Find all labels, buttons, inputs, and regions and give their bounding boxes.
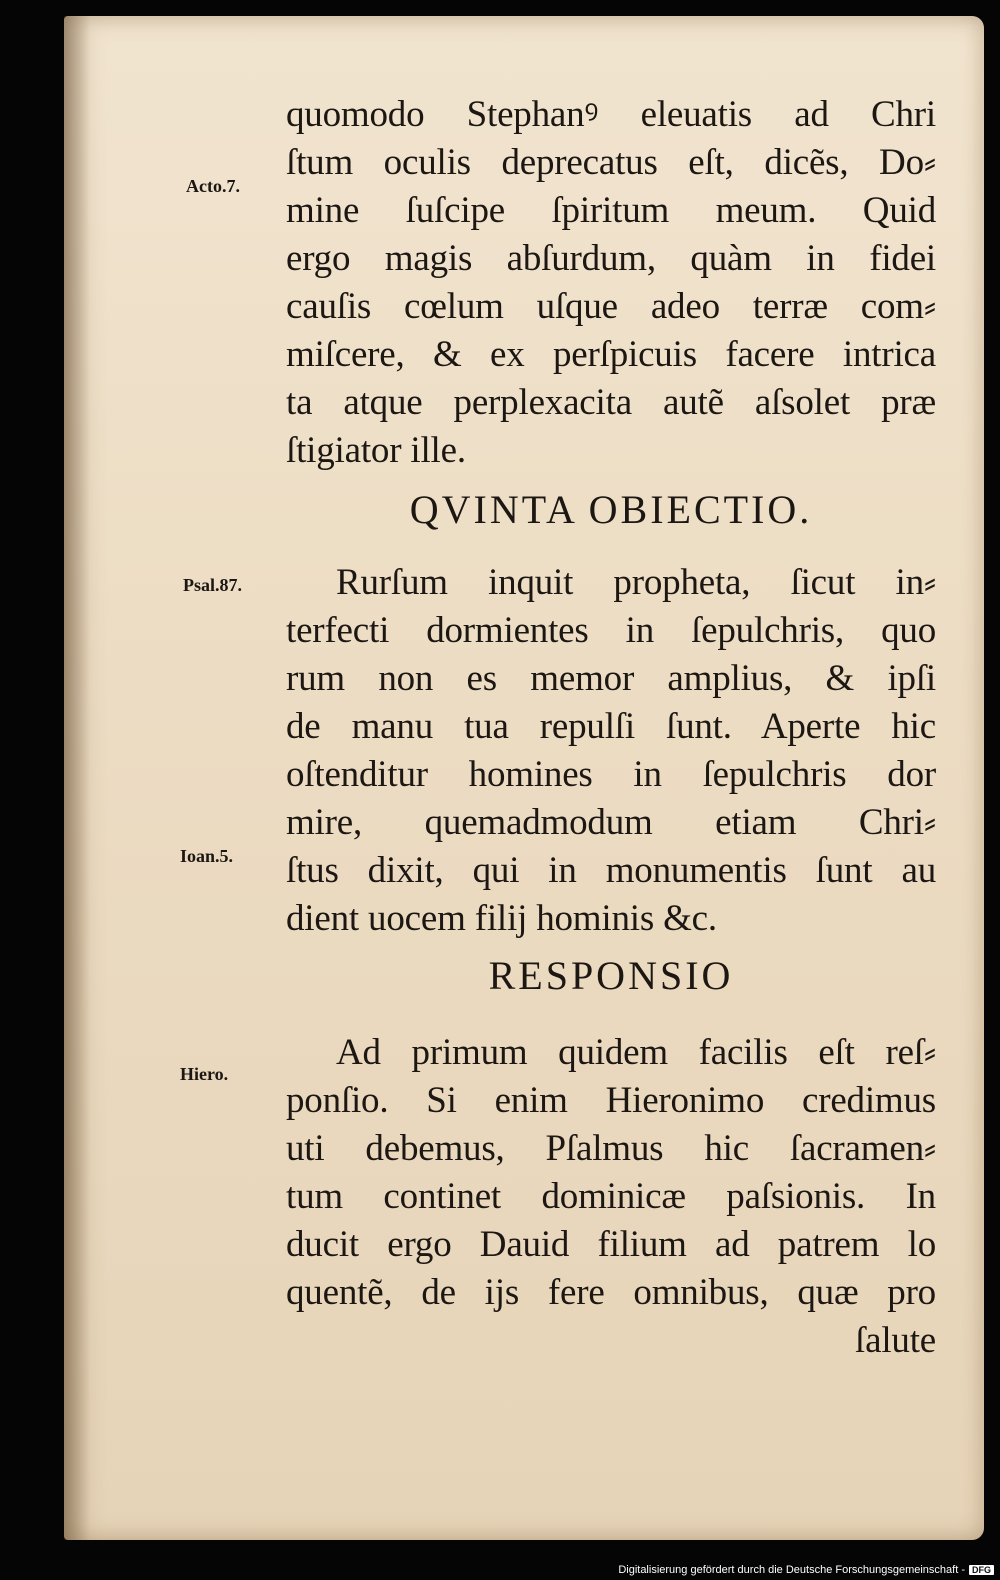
text-line: cauſis cœlum uſque adeo terræ com⸗ — [286, 286, 936, 327]
text-line: quomodo Stephanꝰ eleuatis ad Chri — [286, 94, 936, 135]
text-line: ta atque perplexacita autẽ aſsolet præ — [286, 382, 936, 423]
text-line: mine ſuſcipe ſpiritum meum. Quid — [286, 190, 936, 231]
text-line: de manu tua repulſi ſunt. Aperte hic — [286, 706, 936, 747]
text-line: ergo magis abſurdum, quàm in fidei — [286, 238, 936, 279]
text-line: terfecti dormientes in ſepulchris, quo — [286, 610, 936, 651]
digitization-footer — [618, 1564, 994, 1576]
footer-text: Digitalisierung gefördert durch die Deutsche Forschungsgemeinschaft - — [618, 1564, 965, 1576]
marginal-note-acto: Acto.7. — [186, 176, 240, 196]
text-line: Ad primum quidem facilis eſt reſ⸗ — [336, 1032, 936, 1073]
text-line: rum non es memor amplius, & ipſi — [286, 658, 936, 699]
text-line: oſtenditur homines in ſepulchris dor — [286, 754, 936, 795]
text-line: dient uocem filij hominis &c. — [286, 898, 717, 939]
text-line: ducit ergo Dauid filium ad patrem lo — [286, 1224, 936, 1265]
marginal-note-psal: Psal.87. — [183, 575, 243, 595]
marginal-note-ioan: Ioan.5. — [180, 846, 234, 866]
text-line: miſcere, & ex perſpicuis facere intrica — [286, 334, 936, 375]
text-line: ſtigiator ille. — [286, 430, 466, 471]
text-line: quentẽ, de ijs fere omnibus, quæ pro — [286, 1272, 936, 1313]
section-heading-responsio: RESPONSIO — [488, 953, 734, 998]
text-line: tum continet dominicæ paſsionis. In — [286, 1176, 936, 1217]
dfg-logo: DFG — [969, 1565, 994, 1575]
page-spine-shadow — [64, 16, 90, 1540]
section-heading-quinta-obiectio: QVINTA OBIECTIO. — [409, 487, 813, 532]
text-line: ſtum oculis deprecatus eſt, dicẽs, Do⸗ — [286, 142, 936, 183]
text-line: Rurſum inquit propheta, ſicut in⸗ — [336, 562, 936, 603]
text-line: ponſio. Si enim Hieronimo credimus — [286, 1080, 936, 1121]
marginal-note-hiero: Hiero. — [180, 1064, 229, 1084]
text-line: uti debemus, Pſalmus hic ſacramen⸗ — [286, 1128, 936, 1169]
text-line: mire, quemadmodum etiam Chri⸗ — [286, 802, 936, 843]
catchword: ſalute — [855, 1320, 936, 1361]
text-line: ſtus dixit, qui in monumentis ſunt au — [286, 850, 936, 891]
